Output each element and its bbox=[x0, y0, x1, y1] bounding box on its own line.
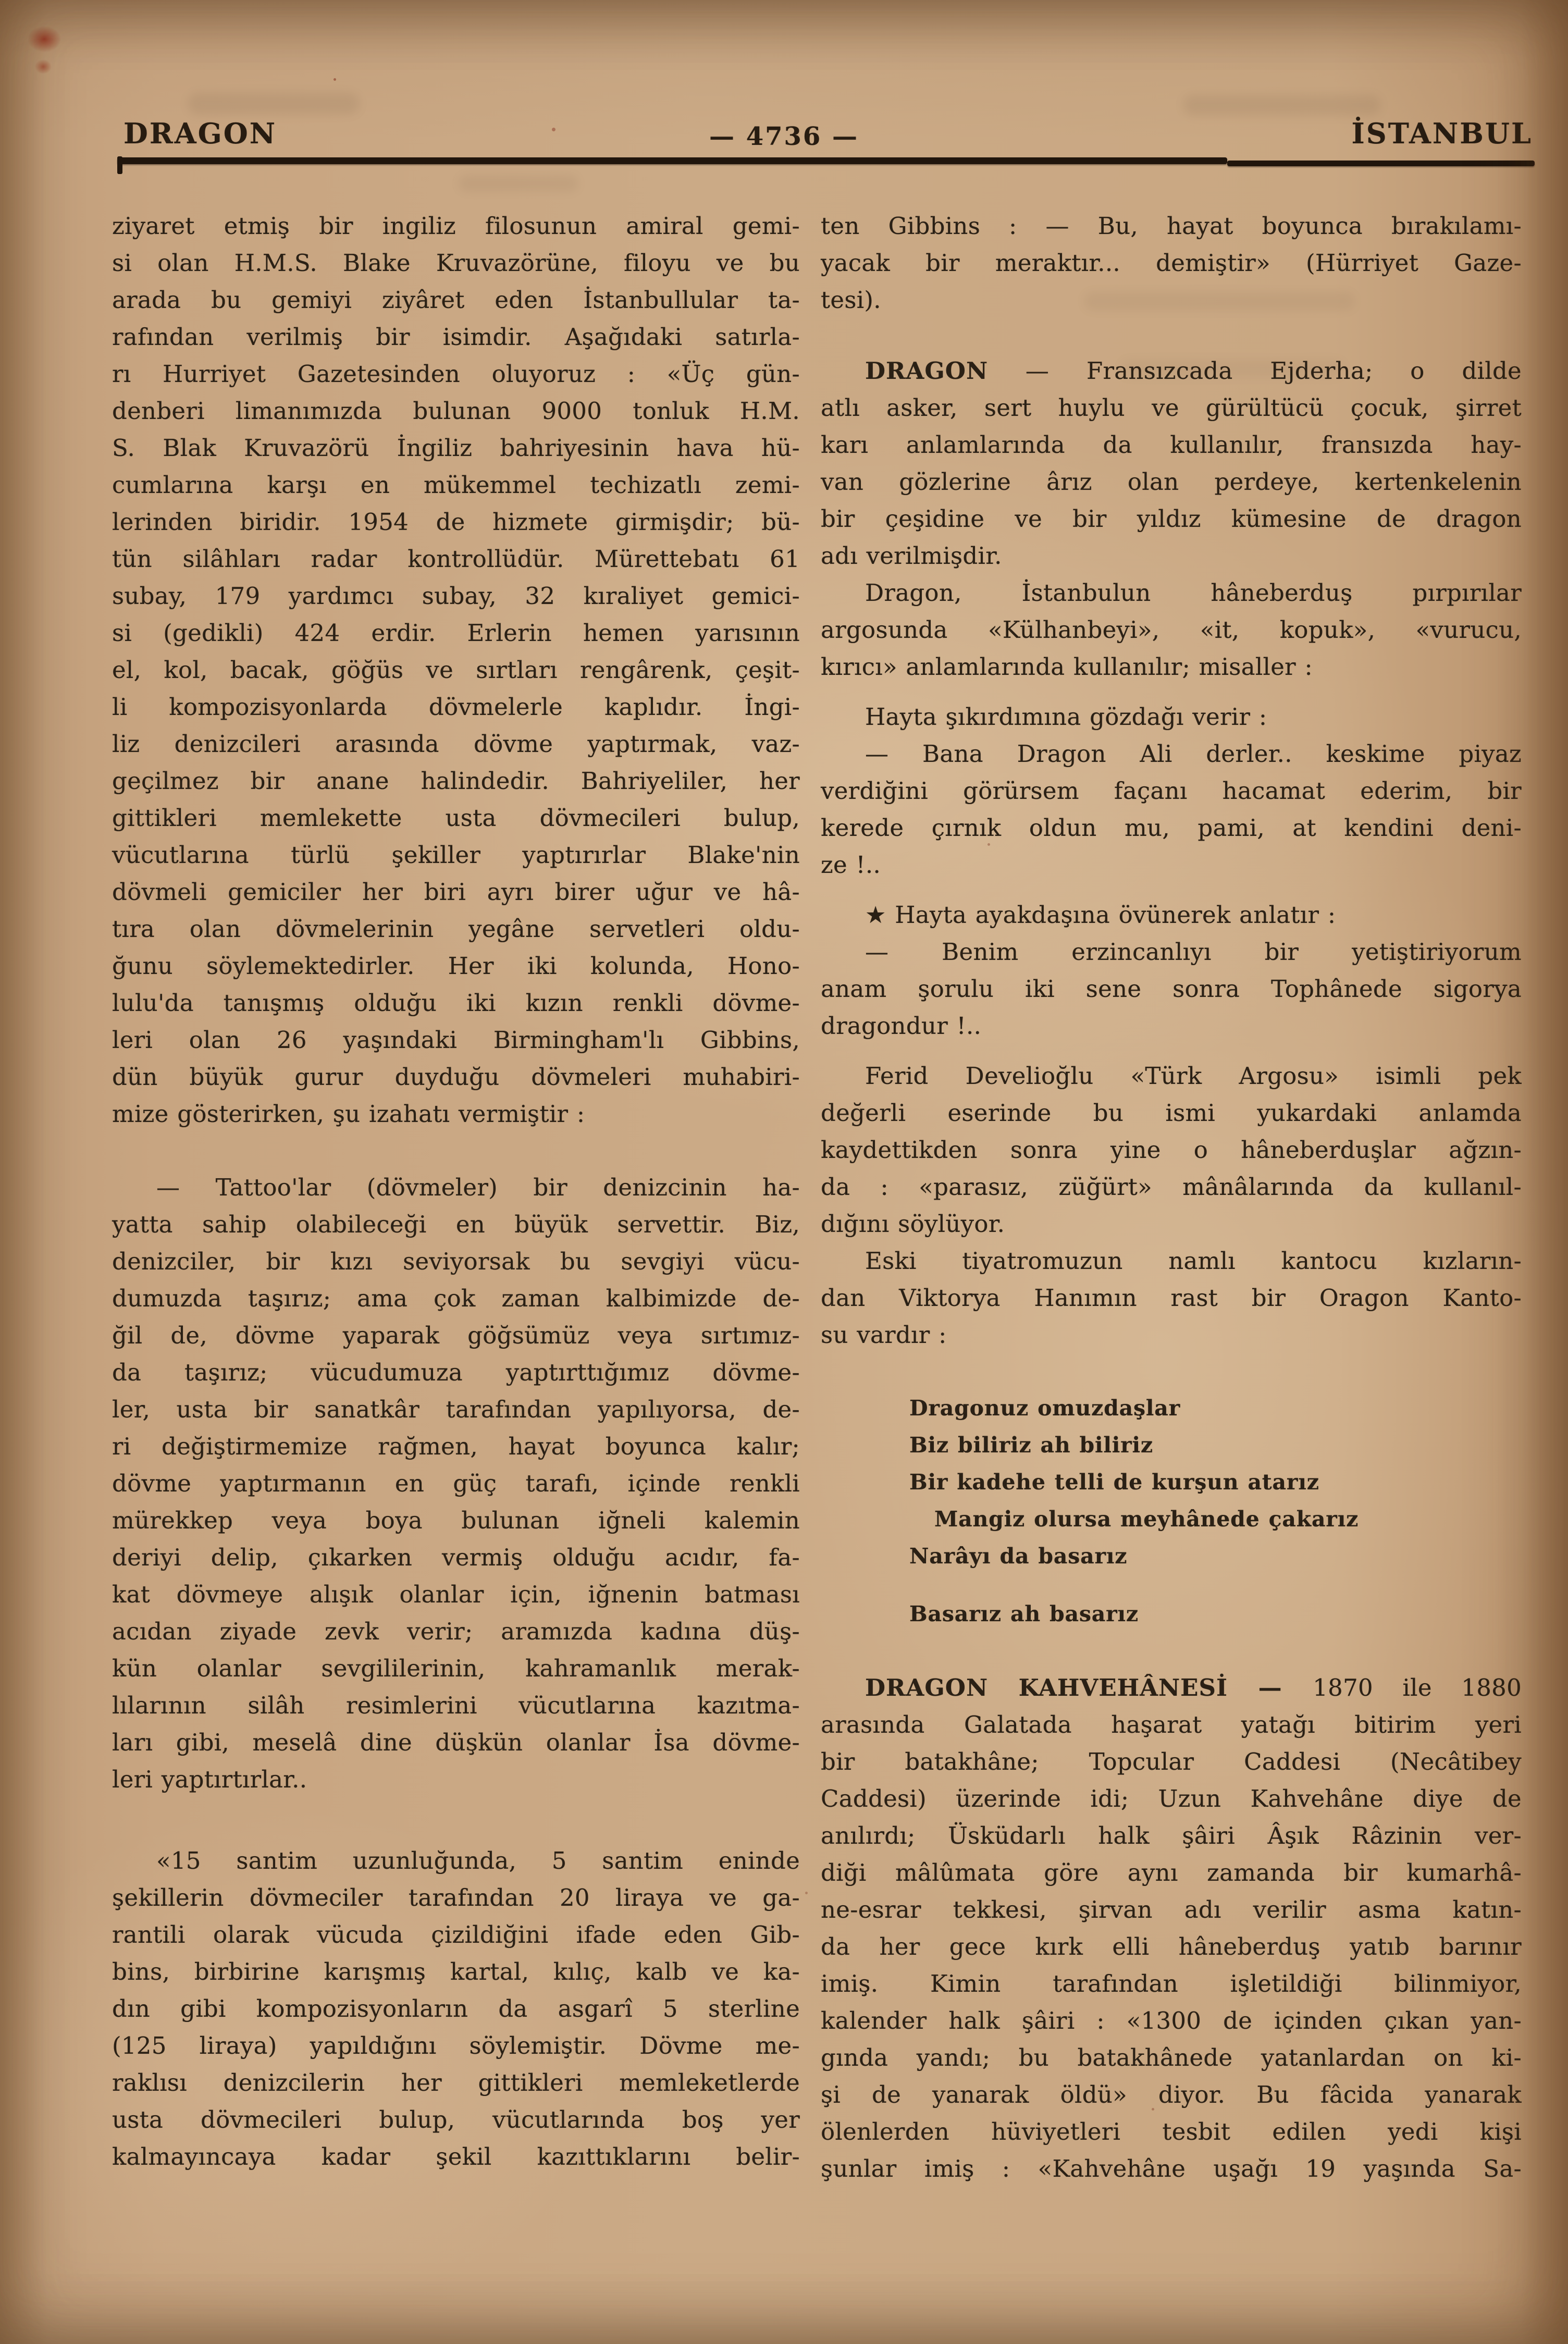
column-left bbox=[112, 207, 800, 2175]
text-line: bir çeşidine ve bir yıldız kümesine de dragon bbox=[821, 505, 1522, 533]
entry-heading: DRAGON KAHVEHÂNESİ — bbox=[865, 1674, 1313, 1701]
text-line: kalmayıncaya kadar şekil kazıttıklarını belir- bbox=[112, 2143, 800, 2170]
text-line: ten Gibbins : — Bu, hayat boyunca bırakılamı- bbox=[821, 212, 1522, 240]
text-line: subay, 179 yardımcı subay, 32 kıraliyet gemici- bbox=[112, 582, 800, 610]
text-line: gittikleri memlekette usta dövmecileri bulup, bbox=[112, 804, 800, 832]
text-line: li kompozisyonlarda dövmelerle kaplıdır. İngi- bbox=[112, 693, 800, 721]
text-line: anam şorulu iki sene sonra Tophânede sigorya bbox=[821, 975, 1522, 1003]
text-line: — Tattoo'lar (dövmeler) bir denizcinin ha- bbox=[156, 1174, 800, 1201]
running-head-volume: İSTANBUL bbox=[1351, 117, 1533, 150]
text-line: tesi). bbox=[821, 286, 881, 314]
text-line: ölenlerden hüviyetleri tesbit edilen yedi kişi bbox=[821, 2118, 1522, 2145]
text-line: da : «parasız, züğürt» mânâlarında da kullanıl- bbox=[821, 1173, 1522, 1201]
text-line: dığını söylüyor. bbox=[821, 1210, 1005, 1238]
text-line: rantili olarak vücuda çizildiğini ifade eden Gib- bbox=[112, 1921, 800, 1948]
text-line: atlı asker, sert huylu ve gürültücü çocuk, şirret bbox=[821, 394, 1522, 422]
text-line: da her gece kırk elli hâneberduş yatıb barınır bbox=[821, 1933, 1522, 1960]
text-line: leri yaptırtırlar.. bbox=[112, 1766, 307, 1793]
text-line: diği mâlûmata göre aynı zamanda bir kumarhâ- bbox=[821, 1859, 1522, 1886]
text-line: cumlarına karşı en mükemmel techizatlı zemi- bbox=[112, 471, 800, 499]
text-line: geçilmez bir anane halindedir. Bahriyeliler, her bbox=[112, 767, 800, 795]
text-line: usta dövmecileri bulup, vücutlarında boş yer bbox=[112, 2106, 800, 2133]
text-line: leri olan 26 yaşındaki Birmingham'lı Gibbins, bbox=[112, 1026, 800, 1054]
text-line: Dragonuz omuzdaşlar bbox=[909, 1396, 1180, 1421]
text-line: Ferid Develioğlu «Türk Argosu» isimli pek bbox=[865, 1062, 1522, 1090]
showthrough-smudge bbox=[459, 175, 578, 192]
text-line: denberi limanımızda bulunan 9000 tonluk H.M. bbox=[112, 397, 800, 425]
text-line: mize gösterirken, şu izahatı vermiştir : bbox=[112, 1100, 585, 1128]
text-line: kalender halk şâiri : «1300 de içinden çıkan yan- bbox=[821, 2007, 1522, 2034]
text-line: arasında Galatada haşarat yatağı bitirim yeri bbox=[821, 1711, 1522, 1738]
text-line: Mangiz olursa meyhânede çakarız bbox=[934, 1507, 1359, 1532]
text-line: ri değiştirmemize rağmen, hayat boyunca kalır; bbox=[112, 1433, 800, 1460]
text-line: si (gedikli) 424 erdir. Erlerin hemen yarısının bbox=[112, 619, 800, 647]
text-line: ze !.. bbox=[821, 851, 881, 879]
text-line: rafından verilmiş bir isimdir. Aşağıdaki satırla- bbox=[112, 323, 800, 351]
text-line: kırıcı» anlamlarında kullanılır; misaller : bbox=[821, 653, 1313, 681]
text-line: bir batakhâne; Topcular Caddesi (Necâtibey bbox=[821, 1748, 1522, 1775]
text-line: şekillerin dövmeciler tarafından 20 liraya ve ga- bbox=[112, 1884, 800, 1911]
text-line: tün silâhları radar kontrollüdür. Mürettebatı 61 bbox=[112, 545, 800, 573]
text-line: «15 santim uzunluğunda, 5 santim eninde bbox=[156, 1847, 800, 1874]
text-line: DRAGON KAHVEHÂNESİ — 1870 ile 1880 bbox=[865, 1674, 1522, 1701]
showthrough-smudge bbox=[188, 93, 360, 115]
running-head-entry: DRAGON bbox=[124, 117, 277, 150]
text-line: ğunu söylemektedirler. Her iki kolunda, Hono- bbox=[112, 952, 800, 980]
text-line: rı Hurriyet Gazetesinden oluyoruz : «Üç gün- bbox=[112, 360, 800, 388]
text-line: bins, birbirine karışmış kartal, kılıç, kalb ve ka- bbox=[112, 1958, 800, 1985]
text-line: lılarının silâh resimlerini vücutlarına kazıtma- bbox=[112, 1692, 800, 1719]
text-line: da taşırız; vücudumuza yaptırttığımız dövme- bbox=[112, 1359, 800, 1386]
text-line: dövme yaptırmanın en güç tarafı, içinde renkli bbox=[112, 1470, 800, 1497]
text-line: (125 liraya) yapıldığını söylemiştir. Dövme me- bbox=[112, 2032, 800, 2059]
text-line: van gözlerine ârız olan perdeye, kertenkelenin bbox=[821, 468, 1522, 496]
text-line: ler, usta bir sanatkâr tarafından yapılıyorsa, de- bbox=[112, 1396, 800, 1423]
text-line: şi de yanarak öldü» diyor. Bu fâcida yanarak bbox=[821, 2081, 1522, 2108]
text-line: tıra olan dövmelerinin yegâne servetleri oldu- bbox=[112, 915, 800, 943]
text-line: yatta sahip olabileceği en büyük servettir. Biz, bbox=[112, 1211, 800, 1238]
text-line: dumuzda taşırız; ama çok zaman kalbimizde de- bbox=[112, 1285, 800, 1312]
text-line: Basarız ah basarız bbox=[909, 1601, 1139, 1626]
header-rule bbox=[117, 157, 1227, 164]
text-line: ★ Hayta ayakdaşına övünerek anlatır : bbox=[865, 901, 1336, 929]
text-line: Bir kadehe telli de kurşun atarız bbox=[909, 1470, 1319, 1495]
text-line: yacak bir meraktır... demiştir» (Hürriyet Gaze- bbox=[821, 249, 1522, 277]
text-line: kat dövmeye alışık olanlar için, iğnenin batması bbox=[112, 1581, 800, 1608]
text-line: raklısı denizcilerin her gittikleri memleketlerde bbox=[112, 2069, 800, 2096]
text-line: argosunda «Külhanbeyi», «it, kopuk», «vurucu, bbox=[821, 616, 1522, 644]
text-line: kerede çırnık oldun mu, pami, at kendini deni- bbox=[821, 814, 1522, 842]
text-line: ziyaret etmiş bir ingiliz filosunun amiral gemi- bbox=[112, 212, 800, 240]
text-line: mürekkep veya boya bulunan iğneli kalemin bbox=[112, 1507, 800, 1534]
text-line: şunlar imiş : «Kahvehâne uşağı 19 yaşında Sa- bbox=[821, 2155, 1522, 2182]
text-line: Biz biliriz ah biliriz bbox=[909, 1433, 1154, 1458]
text-line: — Benim erzincanlıyı bir yetiştiriyorum bbox=[865, 938, 1522, 966]
text-line: dün büyük gurur duyduğu dövmeleri muhabiri- bbox=[112, 1063, 800, 1091]
showthrough-smudge bbox=[1183, 95, 1381, 116]
text-line: anılırdı; Üsküdarlı halk şâiri Âşık Râzinin ver- bbox=[821, 1822, 1522, 1849]
ink-stain bbox=[21, 21, 68, 57]
text-line: kün olanlar sevgililerinin, kahramanlık merak- bbox=[112, 1655, 800, 1682]
text-line: dan Viktorya Hanımın rast bir Oragon Kanto- bbox=[821, 1284, 1522, 1312]
text-line: si olan H.M.S. Blake Kruvazörüne, filoyu ve bu bbox=[112, 249, 800, 277]
text-line: dövmeli gemiciler her biri ayrı birer uğur ve hâ- bbox=[112, 878, 800, 906]
text-line: değerli eserinde bu ismi yukardaki anlamda bbox=[821, 1099, 1522, 1127]
text-line: el, kol, bacak, göğüs ve sırtları rengârenk, çeşit- bbox=[112, 656, 800, 684]
text-line: lerinden biridir. 1954 de hizmete girmişdir; bü- bbox=[112, 508, 800, 536]
entry-heading: DRAGON bbox=[865, 357, 989, 385]
text-line: su vardır : bbox=[821, 1321, 947, 1349]
text-line: vücutlarına türlü şekiller yaptırırlar Blake'nin bbox=[112, 841, 800, 869]
text-line: imiş. Kimin tarafından işletildiği bilinmiyor, bbox=[821, 1970, 1522, 1997]
text-line: liz denizcileri arasında dövme yaptırmak, vaz- bbox=[112, 730, 800, 758]
text-line: acıdan ziyade zevk verir; aramızda kadına düş- bbox=[112, 1618, 800, 1645]
text-line: DRAGON — Fransızcada Ejderha; o dilde bbox=[865, 357, 1522, 385]
text-line: Narâyı da basarız bbox=[909, 1544, 1128, 1569]
text-line: ları gibi, meselâ dine düşkün olanlar İsa dövme- bbox=[112, 1729, 800, 1756]
text-line: Caddesi) üzerinde idi; Uzun Kahvehâne diye de bbox=[821, 1785, 1522, 1812]
text-line: S. Blak Kruvazörü İngiliz bahriyesinin hava hü- bbox=[112, 434, 800, 462]
text-line: Hayta şıkırdımına gözdağı verir : bbox=[865, 703, 1267, 731]
text-line: lulu'da tanışmış olduğu iki kızın renkli dövme- bbox=[112, 989, 800, 1017]
header-rule-segment bbox=[1227, 161, 1535, 166]
text-line: Eski tiyatromuzun namlı kantocu kızların- bbox=[865, 1247, 1522, 1275]
text-line: verdiğini görürsem façanı hacamat ederim, bir bbox=[821, 777, 1522, 805]
text-line: Dragon, İstanbulun hâneberduş pırpırılar bbox=[865, 579, 1522, 607]
text-line: — Bana Dragon Ali derler.. keskime piyaz bbox=[865, 740, 1522, 768]
text-line: dragondur !.. bbox=[821, 1012, 982, 1040]
text-line: deriyi delip, çıkarken vermiş olduğu acıdır, fa- bbox=[112, 1544, 800, 1571]
text-line: ğil de, dövme yaparak göğsümüz veya sırtımız- bbox=[112, 1322, 800, 1349]
text-line: kaydettikden sonra yine o hâneberduşlar ağzın- bbox=[821, 1136, 1522, 1164]
paper-speck bbox=[334, 78, 336, 81]
text-line: dın gibi kompozisyonların da asgarî 5 sterline bbox=[112, 1995, 800, 2022]
text-line: adı verilmişdir. bbox=[821, 542, 1002, 570]
text-line: ne-esrar tekkesi, şirvan adı verilir asma katın- bbox=[821, 1896, 1522, 1923]
page-number: — 4736 — bbox=[709, 122, 859, 151]
text-line: gında yandı; bu batakhânede yatanlardan on ki- bbox=[821, 2044, 1522, 2071]
text-line: karı anlamlarında da kullanılır, fransızda hay- bbox=[821, 431, 1522, 459]
ink-stain bbox=[31, 56, 55, 77]
column-right bbox=[821, 207, 1522, 2187]
text-line: denizciler, bir kızı seviyorsak bu sevgiyi vücu- bbox=[112, 1248, 800, 1275]
text-line: arada bu gemiyi ziyâret eden İstanbullular ta- bbox=[112, 286, 800, 314]
